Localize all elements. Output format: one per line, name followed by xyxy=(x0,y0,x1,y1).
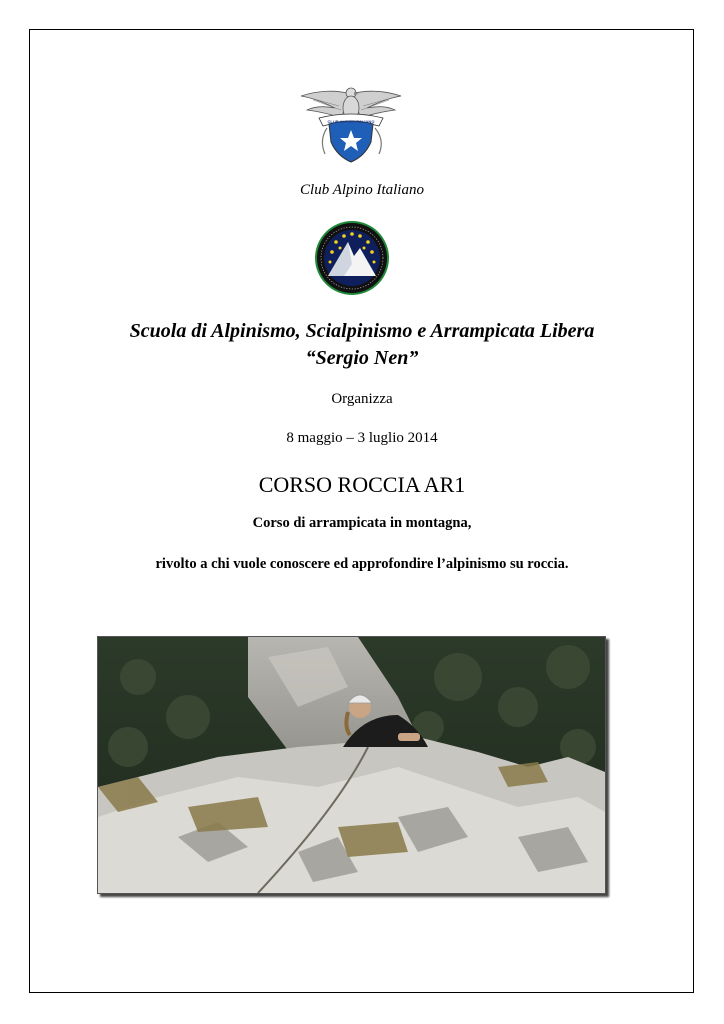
school-name-line1: Scuola di Alpinismo, Scialpinismo e Arrampicata Libera xyxy=(129,320,595,342)
club-name: Club Alpino Italiano xyxy=(300,182,424,198)
cai-eagle-logo-icon xyxy=(299,84,403,164)
organizza-label: Organizza xyxy=(331,391,393,407)
course-description-line2: rivolto a chi vuole conoscere ed approfondire l’alpinismo su roccia. xyxy=(155,556,569,572)
cai-logo-text: CLUB ALPINO ITALIANO xyxy=(327,119,375,124)
course-title: CORSO ROCCIA AR1 xyxy=(258,472,466,497)
school-name-line2: “Sergio Nen” xyxy=(305,347,419,369)
course-dates: 8 maggio – 3 luglio 2014 xyxy=(286,430,438,446)
course-description-line1: Corso di arrampicata in montagna, xyxy=(252,515,472,531)
climbing-photo xyxy=(97,636,606,894)
school-seal-icon xyxy=(314,220,390,296)
